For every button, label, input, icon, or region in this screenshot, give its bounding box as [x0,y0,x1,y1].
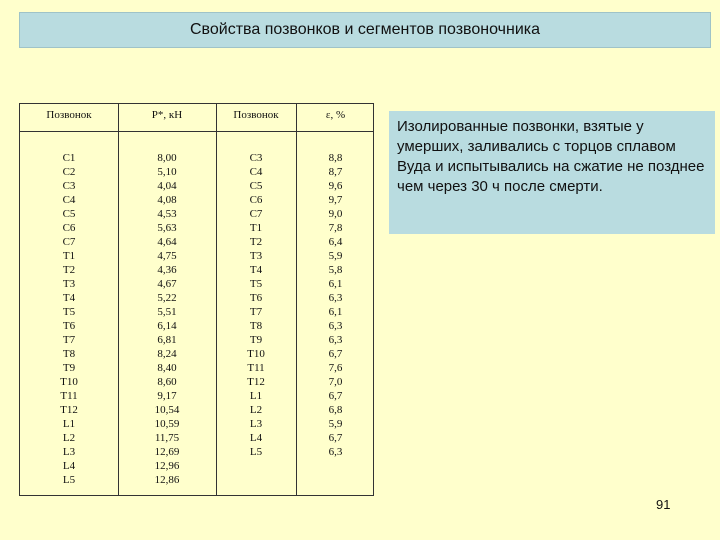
table-cell: 8,7 [328,166,343,178]
table-cell: 4,08 [157,194,177,206]
table-cell: C1 [62,152,76,164]
table-cell: T11 [247,362,265,374]
table-cell: 6,4 [328,236,343,248]
table-cell: 12,96 [154,460,180,472]
table-cell: 11,75 [154,432,180,444]
table-cell: C4 [62,194,76,206]
table-cell: T5 [249,278,263,290]
table-cell: T7 [249,306,263,318]
table-cell: T8 [62,348,76,360]
table-cell: 6,7 [328,348,343,360]
table-cell: C5 [249,180,263,192]
header-divider [20,131,373,132]
table-cell: 12,86 [154,474,180,486]
table-cell: 6,3 [328,334,343,346]
table-cell: L2 [62,432,76,444]
page-number: 91 [656,497,671,512]
table-cell: L1 [249,390,263,402]
table-cell: L5 [249,446,263,458]
table-cell: 7,0 [328,376,343,388]
column-strain [296,151,375,459]
table-cell: T4 [62,292,76,304]
table-cell: L3 [62,446,76,458]
table-cell: 5,22 [157,292,177,304]
table-cell: 9,6 [328,180,343,192]
table-cell: 4,04 [157,180,177,192]
table-cell: C4 [249,166,263,178]
table-cell: 5,51 [157,306,177,318]
table-cell: C2 [62,166,76,178]
table-cell: 8,00 [157,152,177,164]
table-cell: T5 [62,306,76,318]
table-cell: L4 [62,460,76,472]
table-cell: L2 [249,404,263,416]
table-cell: 6,1 [328,278,343,290]
column-vertebra-1 [20,151,118,487]
table-cell: 6,81 [157,334,177,346]
table-cell: T12 [60,404,78,416]
header-vertebra-2: Позвонок [233,109,279,121]
table-cell: T9 [249,334,263,346]
table-cell: 8,8 [328,152,343,164]
table-cell: 5,9 [328,250,343,262]
table-cell: T3 [62,278,76,290]
column-load [118,151,216,487]
table-cell: T1 [249,222,263,234]
table-cell: T6 [249,292,263,304]
table-cell: 5,63 [157,222,177,234]
slide-title: Свойства позвонков и сегментов позвоночника [19,12,711,48]
table-cell: 4,67 [157,278,177,290]
table-cell: 6,3 [328,446,343,458]
table-cell: 6,1 [328,306,343,318]
table-cell: C3 [62,180,76,192]
table-cell: 10,59 [154,418,180,430]
table-cell: 7,6 [328,362,343,374]
table-cell: C6 [62,222,76,234]
table-cell: T9 [62,362,76,374]
table-cell: L5 [62,474,76,486]
table-cell: 5,10 [157,166,177,178]
table-cell: T10 [247,348,265,360]
table-cell: 10,54 [154,404,180,416]
table-cell: T12 [247,376,265,388]
table-cell: 7,8 [328,222,343,234]
table-cell: 12,69 [154,446,180,458]
table-cell: 4,75 [157,250,177,262]
table-cell: 6,3 [328,292,343,304]
table-cell: 4,64 [157,236,177,248]
table-cell: 8,24 [157,348,177,360]
table-cell: T7 [62,334,76,346]
table-cell: 6,7 [328,390,343,402]
table-cell: T4 [249,264,263,276]
table-cell: 9,7 [328,194,343,206]
table-cell: C7 [249,208,263,220]
table-cell: C5 [62,208,76,220]
table-cell: L4 [249,432,263,444]
header-strain: ε, % [325,109,346,121]
table-cell: 9,0 [328,208,343,220]
table-cell: T2 [62,264,76,276]
table-cell: 4,36 [157,264,177,276]
table-cell: L3 [249,418,263,430]
table-cell: C6 [249,194,263,206]
table-cell: 8,40 [157,362,177,374]
table-cell: T1 [62,250,76,262]
table-cell: 6,3 [328,320,343,332]
header-load: P*, кН [151,109,183,121]
vertebrae-table [19,103,374,496]
table-cell: 6,14 [157,320,177,332]
table-cell: C3 [249,152,263,164]
table-cell: T8 [249,320,263,332]
table-cell: 6,7 [328,432,343,444]
table-cell: T3 [249,250,263,262]
table-cell: 9,17 [157,390,177,402]
table-cell: L1 [62,418,76,430]
table-cell: 6,8 [328,404,343,416]
table-cell: T10 [60,376,78,388]
table-cell: T6 [62,320,76,332]
header-vertebra-1: Позвонок [46,109,92,121]
table-cell: 4,53 [157,208,177,220]
description-note: Изолированные позвонки, взятые у умерших, заливались с торцов сплавом Вуда и испытывались на сжатие не позднее чем через 30 ч после смерти. [389,111,715,234]
column-vertebra-2 [216,151,296,459]
table-cell: 5,9 [328,418,343,430]
table-cell: 5,8 [328,264,343,276]
table-cell: T2 [249,236,263,248]
table-cell: C7 [62,236,76,248]
table-cell: 8,60 [157,376,177,388]
table-cell: T11 [60,390,78,402]
